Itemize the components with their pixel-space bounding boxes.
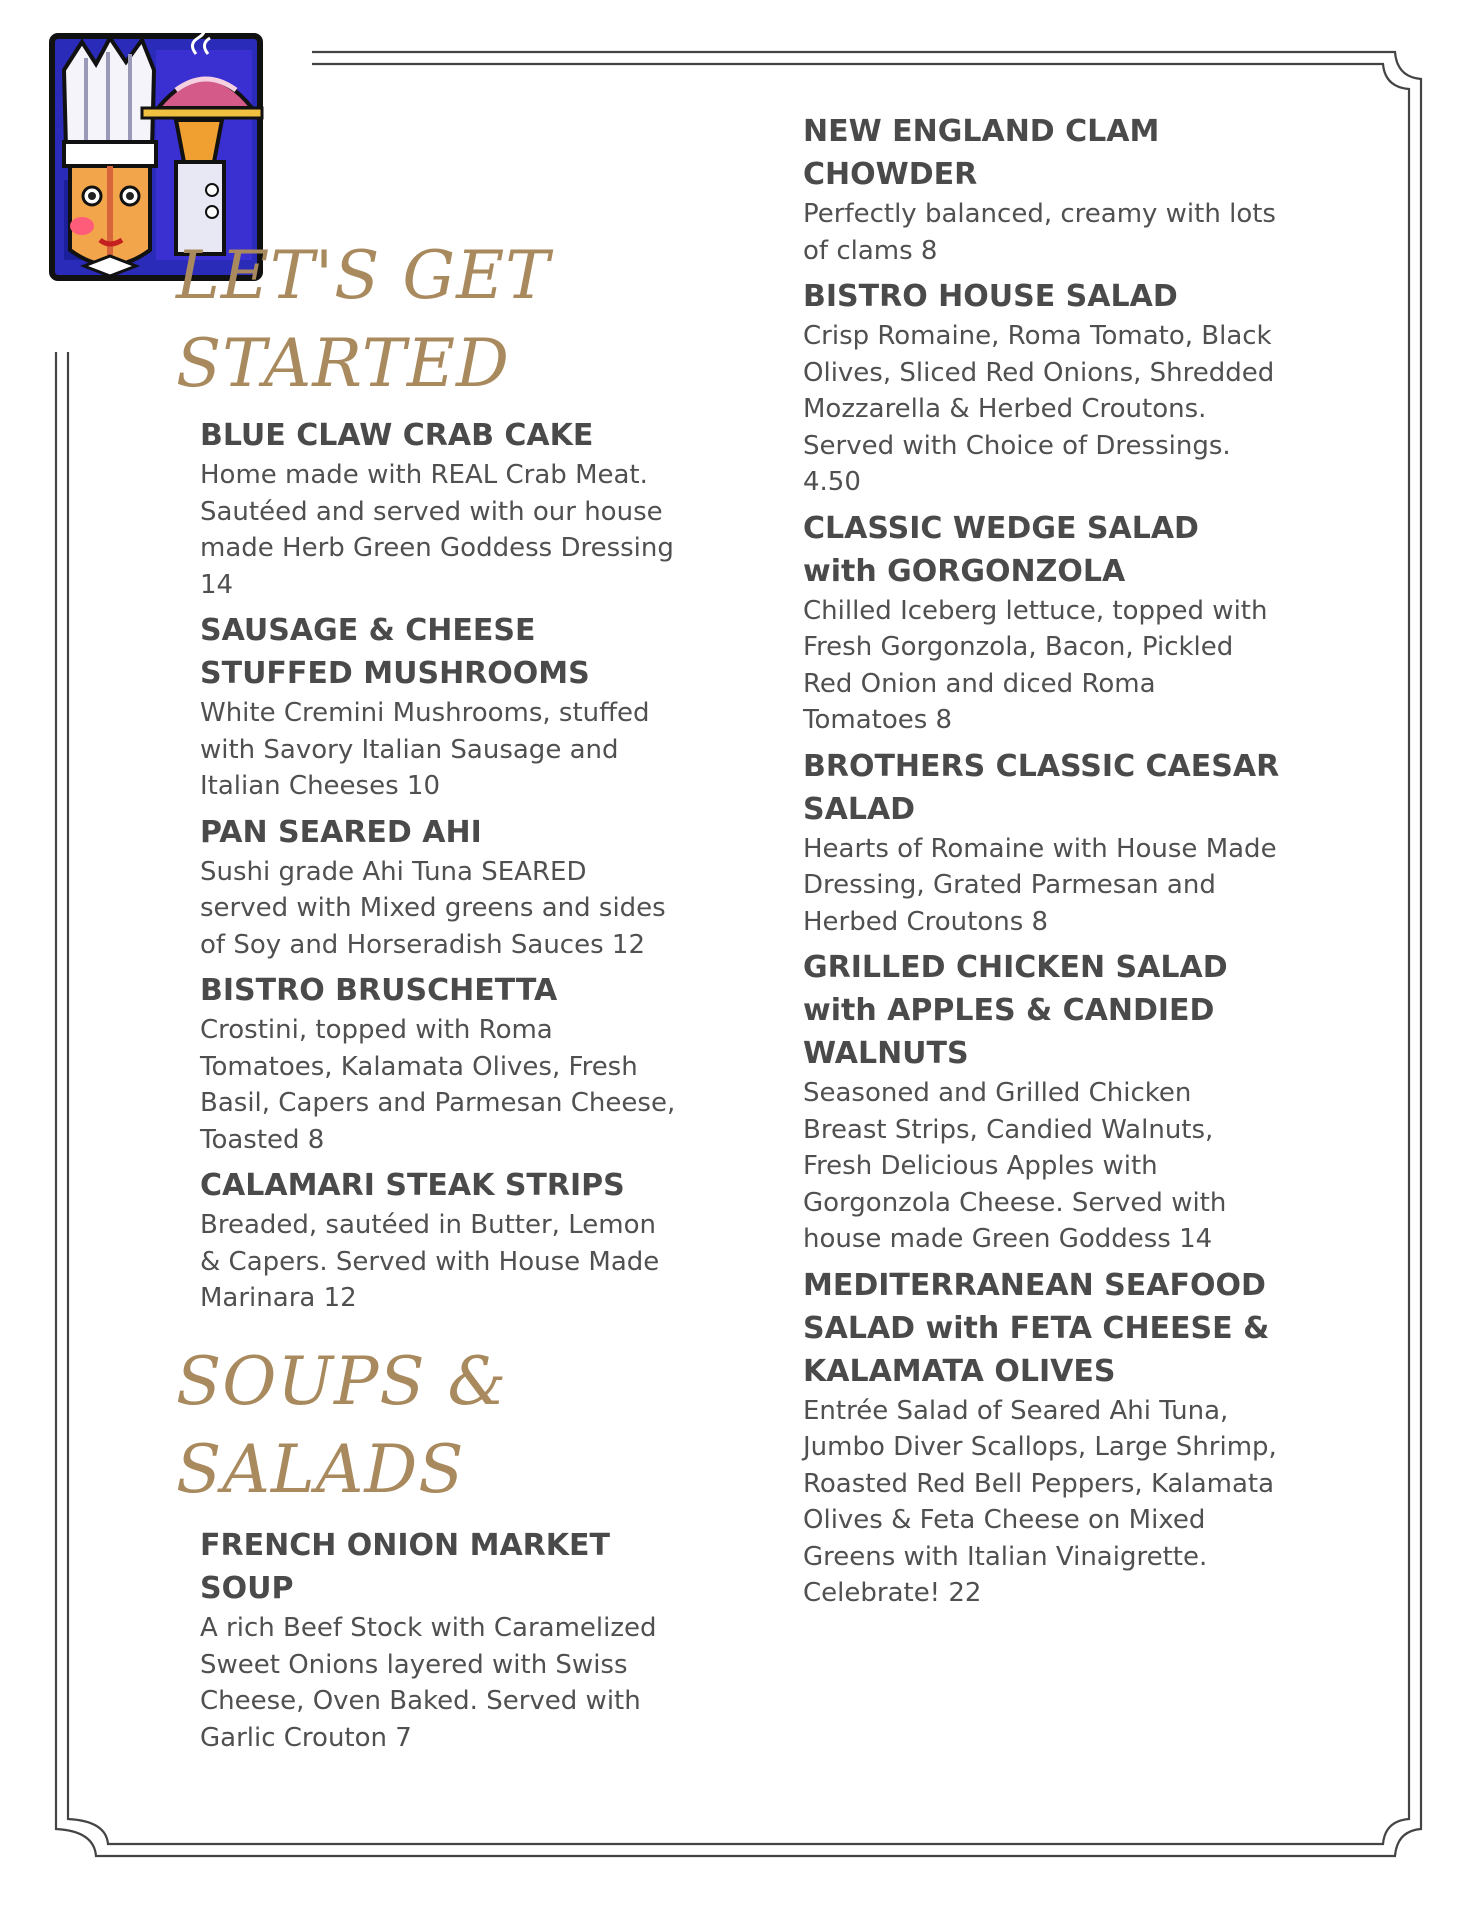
menu-item <box>200 811 680 964</box>
menu-item-name: FRENCH ONION MARKET SOUP <box>200 1528 610 1606</box>
menu-item-description: Perfectly balanced, creamy with lots of clams 8 <box>803 199 1276 266</box>
menu-item-description: Chilled Iceberg lettuce, topped with Fresh Gorgonzola, Bacon, Pickled Red Onion and diced Roma Tomatoes 8 <box>803 595 1268 735</box>
section-title-line: SOUPS & <box>176 1343 508 1420</box>
menu-item-name: CLASSIC WEDGE SALAD with GORGONZOLA <box>803 510 1199 589</box>
menu-item <box>200 609 680 805</box>
menu-item <box>200 969 680 1158</box>
menu-item-description: Breaded, sautéed in Butter, Lemon & Capers. Served with House Made Marinara 12 <box>200 1210 660 1313</box>
menu-item <box>803 745 1283 941</box>
menu-item-description: A rich Beef Stock with Caramelized Sweet Onions layered with Swiss Cheese, Oven Baked. Served with Garlic Crouton 7 <box>200 1613 657 1753</box>
soups-salads-list-right <box>803 110 1283 1618</box>
section-title-soups-salads <box>176 1338 507 1514</box>
menu-item-name: SAUSAGE & CHEESE STUFFED MUSHROOMS <box>200 613 590 691</box>
starters-list <box>200 414 680 1323</box>
menu-item-name: BISTRO HOUSE SALAD <box>803 279 1178 314</box>
menu-item <box>803 507 1283 739</box>
section-title-line: SALADS <box>176 1431 465 1508</box>
menu-item-name: MEDITERRANEAN SEAFOOD SALAD with FETA CHEESE & KALAMATA OLIVES <box>803 1267 1270 1389</box>
menu-item-description: Sushi grade Ahi Tuna SEARED served with Mixed greens and sides of Soy and Horseradish Sauces 12 <box>200 856 666 960</box>
menu-item-description: Home made with REAL Crab Meat. Sautéed and served with our house made Herb Green Goddess Dressing 14 <box>200 460 674 600</box>
section-title-line: STARTED <box>176 325 510 402</box>
menu-item <box>803 110 1283 269</box>
menu-item-description: Entrée Salad of Seared Ahi Tuna, Jumbo Diver Scallops, Large Shrimp, Roasted Red Bell Peppers, Kalamata Olives & Feta Cheese on Mixed Greens with Italian Vinaigrette. Celebrate! 22 <box>803 1395 1277 1608</box>
menu-item <box>200 414 680 603</box>
menu-item-description: Seasoned and Grilled Chicken Breast Strips, Candied Walnuts, Fresh Delicious Apples with Gorgonzola Cheese. Served with house made Green Goddess 14 <box>803 1078 1227 1254</box>
soups-list-left <box>200 1524 690 1762</box>
menu-item-description: White Cremini Mushrooms, stuffed with Savory Italian Sausage and Italian Cheeses 10 <box>200 698 650 801</box>
menu-item-description: Hearts of Romaine with House Made Dressing, Grated Parmesan and Herbed Croutons 8 <box>803 833 1277 937</box>
menu-item <box>200 1164 680 1317</box>
menu-item-description: Crisp Romaine, Roma Tomato, Black Olives, Sliced Red Onions, Shredded Mozzarella & Herbed Croutons. Served with Choice of Dressings. 4.50 <box>803 321 1275 497</box>
menu-item-name: NEW ENGLAND CLAM CHOWDER <box>803 114 1160 192</box>
menu-item <box>803 946 1283 1258</box>
section-title-line: LET'S GET <box>176 237 551 314</box>
menu-item-name: PAN SEARED AHI <box>200 814 482 850</box>
menu-item <box>803 275 1283 501</box>
menu-item-description: Crostini, topped with Roma Tomatoes, Kalamata Olives, Fresh Basil, Capers and Parmesan Cheese, Toasted 8 <box>200 1015 676 1155</box>
section-title-starters <box>176 232 550 408</box>
menu-item <box>200 1524 690 1756</box>
menu-item-name: GRILLED CHICKEN SALAD with APPLES & CANDIED WALNUTS <box>803 950 1228 1071</box>
menu-item-name: BROTHERS CLASSIC CAESAR SALAD <box>803 748 1280 827</box>
menu-item <box>803 1264 1283 1612</box>
menu-item-name: BLUE CLAW CRAB CAKE <box>200 418 594 453</box>
menu-item-name: CALAMARI STEAK STRIPS <box>200 1168 625 1203</box>
menu-item-name: BISTRO BRUSCHETTA <box>200 973 558 1008</box>
